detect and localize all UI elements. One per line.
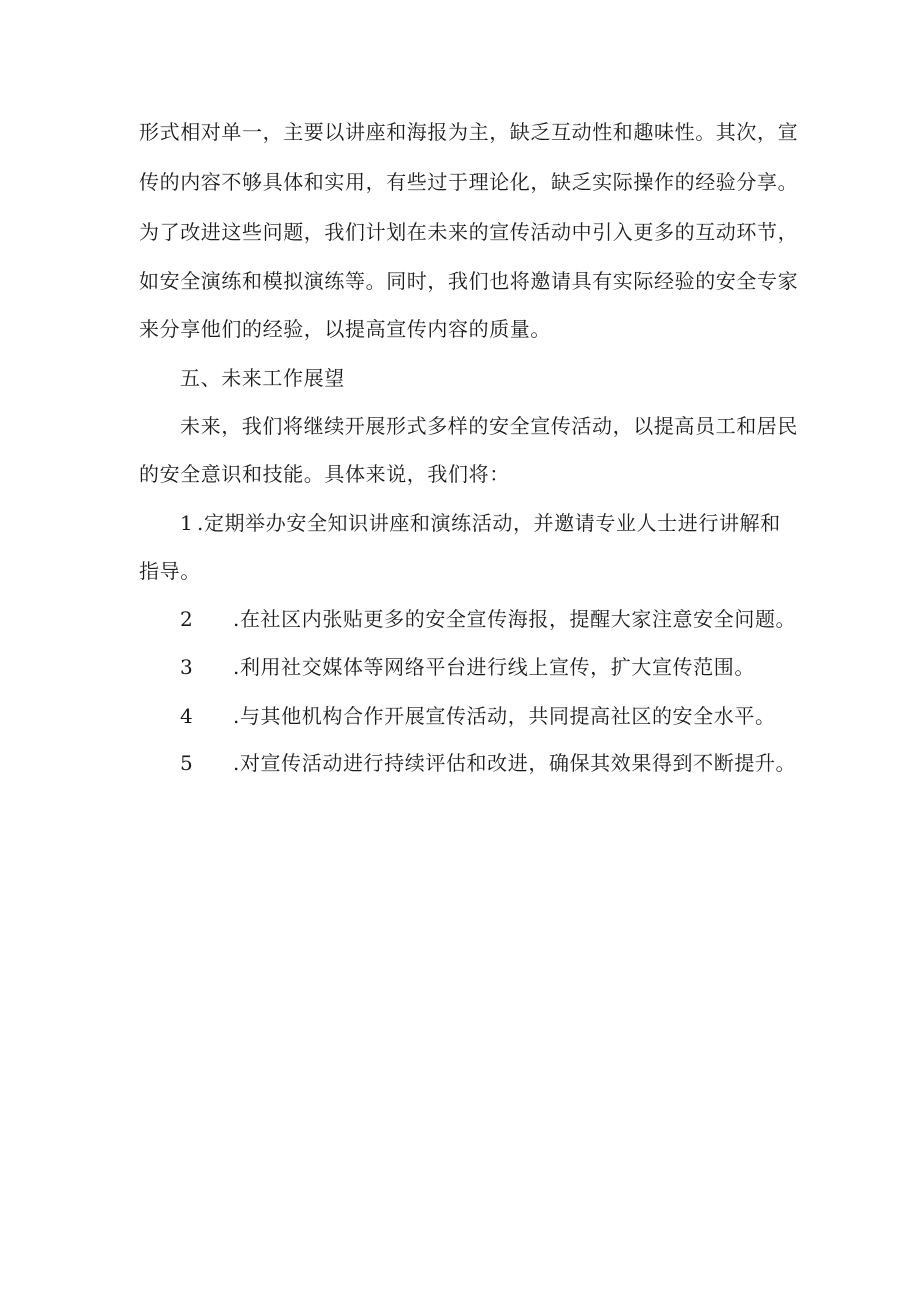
list-item-text: .与其他机构合作开展宣传活动，共同提高社区的安全水平。	[233, 704, 776, 728]
paragraph-line: 形式相对单一，主要以讲座和海报为主，缺乏互动性和趣味性。其次，宣	[139, 120, 799, 144]
list-item-number: 2	[180, 607, 193, 631]
section-heading: 五、未来工作展望	[180, 366, 345, 390]
list-item-text: .定期举办安全知识讲座和演练活动，并邀请专业人士进行讲解和	[197, 511, 781, 535]
list-item-number: 1	[180, 511, 193, 535]
paragraph-line: 未来，我们将继续开展形式多样的安全宣传活动，以提高员工和居民	[180, 414, 798, 438]
paragraph-line: 传的内容不够具体和实用，有些过于理论化，缺乏实际操作的经验分享。	[139, 170, 799, 194]
list-item-text: .利用社交媒体等网络平台进行线上宣传，扩大宣传范围。	[233, 655, 755, 679]
list-item-number: 4	[180, 704, 193, 728]
paragraph-line: 的安全意识和技能。具体来说，我们将：	[139, 462, 510, 486]
list-item-number: 3	[180, 655, 193, 679]
list-item-text: .在社区内张贴更多的安全宣传海报，提醒大家注意安全问题。	[233, 607, 797, 631]
list-item-text: .对宣传活动进行持续评估和改进，确保其效果得到不断提升。	[233, 751, 797, 775]
paragraph-line: 如安全演练和模拟演练等。同时，我们也将邀请具有实际经验的安全专家	[139, 269, 799, 293]
list-item-number: 5	[180, 751, 193, 775]
paragraph-line: 为了改进这些问题，我们计划在未来的宣传活动中引入更多的互动环节，	[139, 220, 799, 244]
list-item-continuation: 指导。	[139, 559, 201, 583]
paragraph-line: 来分享他们的经验，以提高宣传内容的质量。	[139, 317, 551, 341]
